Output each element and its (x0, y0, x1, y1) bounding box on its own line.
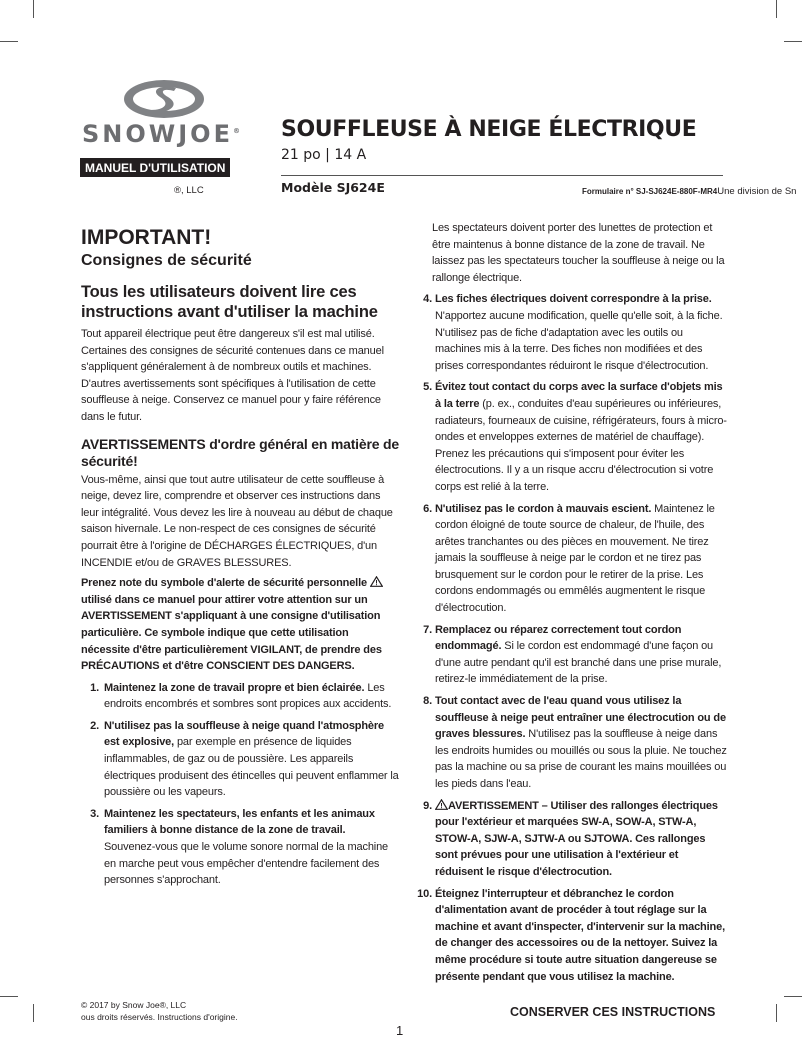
header (0, 0, 802, 216)
list-item: 5. Évitez tout contact du corps avec la surface d'objets mis à la terre (p. ex., conduites d'eau supérieures ou inférieures, radiateurs, fourneaux de cuisine, réfrigérateurs, fours à micro-ondes et enveloppes externes de matériel de chauffage). Prenez les précautions qui s'imposent pour éviter les électrocutions. Il y a un risque accru d'électrocution si votre corps est relié à la terre. (423, 381, 727, 493)
list-item: 10. Éteignez l'interrupteur et débranchez le cordon d'alimentation avant de procéder à tout réglage sur la machine et avant d'inspecter, d'intervenir sur la machine, de changer des accessoires ou de la nettoyer. Suivez la même procédure si toute autre situation dangereuse se présente pendant que vous utilisez la machine. (417, 887, 725, 983)
page-title: SOUFFLEUSE À NEIGE ÉLECTRIQUE (281, 117, 697, 142)
right-column (415, 220, 727, 985)
list-item: 3. Maintenez les spectateurs, les enfants et les animaux familiers à bonne distance de la zone de travail. Souvenez-vous que le volume sonore normal de la machine en marche peut vous empêcher d'entendre facilement des personnes s'approchant. (90, 807, 389, 887)
copyright: © 2017 by Snow Joe®, LLC ous droits réservés. Instructions d'origine. (81, 1000, 238, 1023)
alert-paragraph: Prenez note du symbole d'alerte de sécurité personnelle utilisé dans ce manuel pour attirer votre attention sur un AVERTISSEMENT s'appliquant à une consigne d'utilisation particulière. Ce symbole indique que cette utilisation nécessite d'être particulièrement VIGILANT, de prendre des PRÉCAUTIONS et d'être CONSCIENT DES DANGERS. (81, 577, 382, 673)
crop-mark (0, 996, 18, 997)
important-heading: IMPORTANT! (81, 226, 212, 249)
left-safety-list (81, 680, 399, 889)
left-column (81, 226, 399, 889)
crop-mark (784, 996, 802, 997)
content-columns (0, 216, 802, 985)
form-number: Formulaire n° SJ-SJ624E-880F-MR4Une division de Sn (582, 186, 797, 197)
safety-heading: Consignes de sécurité (81, 252, 252, 269)
right-safety-list (415, 291, 727, 985)
continuation-paragraph: Les spectateurs doivent porter des lunettes de protection et être maintenus à bonne distance de la zone de travail. Ne laissez pas les spectateurs toucher la souffleuse à neige ou la rallonge électrique. (432, 222, 725, 284)
list-item: 2. N'utilisez pas la souffleuse à neige quand l'atmosphère est explosive, par exemple en présence de liquides inflammables, de gaz ou de poussière. Les appareils électriques produisent des étincelles qui peuvent enflammer la poussière ou les vapeurs. (90, 719, 399, 799)
list-item: 6. N'utilisez pas le cordon à mauvais escient. Maintenez le cordon éloigné de toute source de chaleur, de l'huile, des arêtes tranchantes ou des pièces en mouvement. Ne tirez jamais la souffleuse à neige par le cordon et ne tirez pas brusquement sur le cordon pour le retirer de la prise. Les cordons endommagés ou emmêlés augmentent le risque d'électrocution. (423, 502, 715, 615)
list-item: 1. Maintenez la zone de travail propre et bien éclairée. Les endroits encombrés et sombres sont propices aux accidents. (90, 681, 392, 711)
footer (0, 999, 802, 1059)
intro-paragraph: Tout appareil électrique peut être dangereux s'il est mal utilisé. Certaines des consignes de sécurité contenues dans ce manuel s'appliquent généralement à de nombreux outils et machines. D'autres avertissements sont spécifiques à l'utilisation de cette souffleuse à neige. Conservez ce manuel pour y faire référence dans le futur. (81, 328, 384, 423)
list-item: 8. Tout contact avec de l'eau quand vous utilisez la souffleuse à neige peut entraîner une électrocution ou de graves blessures. N'utilisez pas la souffleuse à neige dans les endroits humides ou mouillés ou sous la pluie. Ne touchez pas la machine ou sa prise de courant les mains mouillées ou les pieds dans l'eau. (423, 695, 727, 790)
all-users-heading: Tous les utilisateurs doivent lire ces instructions avant d'utiliser la machine (81, 283, 378, 321)
warning-triangle-icon (435, 799, 448, 810)
model-number: Modèle SJ624E (281, 180, 385, 195)
general-warnings-heading: AVERTISSEMENTS d'ordre général en matière de sécurité! (81, 435, 399, 469)
subtitle: 21 po | 14 A (281, 147, 367, 163)
page-number: 1 (396, 1023, 404, 1039)
divider (281, 175, 723, 176)
manual-label: MANUEL D'UTILISATION (80, 158, 230, 177)
keep-instructions: CONSERVER CES INSTRUCTIONS (510, 1005, 716, 1020)
list-item: 7. Remplacez ou réparez correctement tout cordon endommagé. Si le cordon est endommagé d'une façon ou d'une autre pendant qu'il est branché dans une prise murale, retirez-le immédiatement de la prise. (423, 623, 722, 686)
list-item: 4. Les fiches électriques doivent correspondre à la prise. N'apportez aucune modification, quelle qu'elle soit, à la fiche. N'utilisez pas de fiche d'adaptation avec les outils ou machines mis à la terre. Des fiches non modifiées et des prises correspondantes réduiront le risque d'électrocution. (423, 293, 723, 372)
llc-text: ®, LLC (174, 185, 204, 196)
list-item: 9. AVERTISSEMENT – Utiliser des rallonges électriques pour l'extérieur et marquées SW-A, SOW-A, STW-A, STOW-A, SJW-A, SJTW-A ou SJTOWA. Ces rallonges sont prévues pour une utilisation à l'extérieur et réduisent le risque d'électrocution. (423, 799, 718, 878)
general-paragraph: Vous-même, ainsi que tout autre utilisateur de cette souffleuse à neige, devez lire, comprendre et observer ces instructions dans leur intégralité. Vous devez les lire à nouveau au début de chaque saison hivernale. Le non-respect de ces consignes de sécurité pourrait être à l'origine de DÉCHARGES ÉLECTRIQUES, d'un INCENDIE et/ou de GRAVES BLESSURES. (81, 473, 393, 569)
brand-wordmark: SNOWJOE® (82, 120, 243, 148)
warning-triangle-icon (370, 576, 383, 587)
